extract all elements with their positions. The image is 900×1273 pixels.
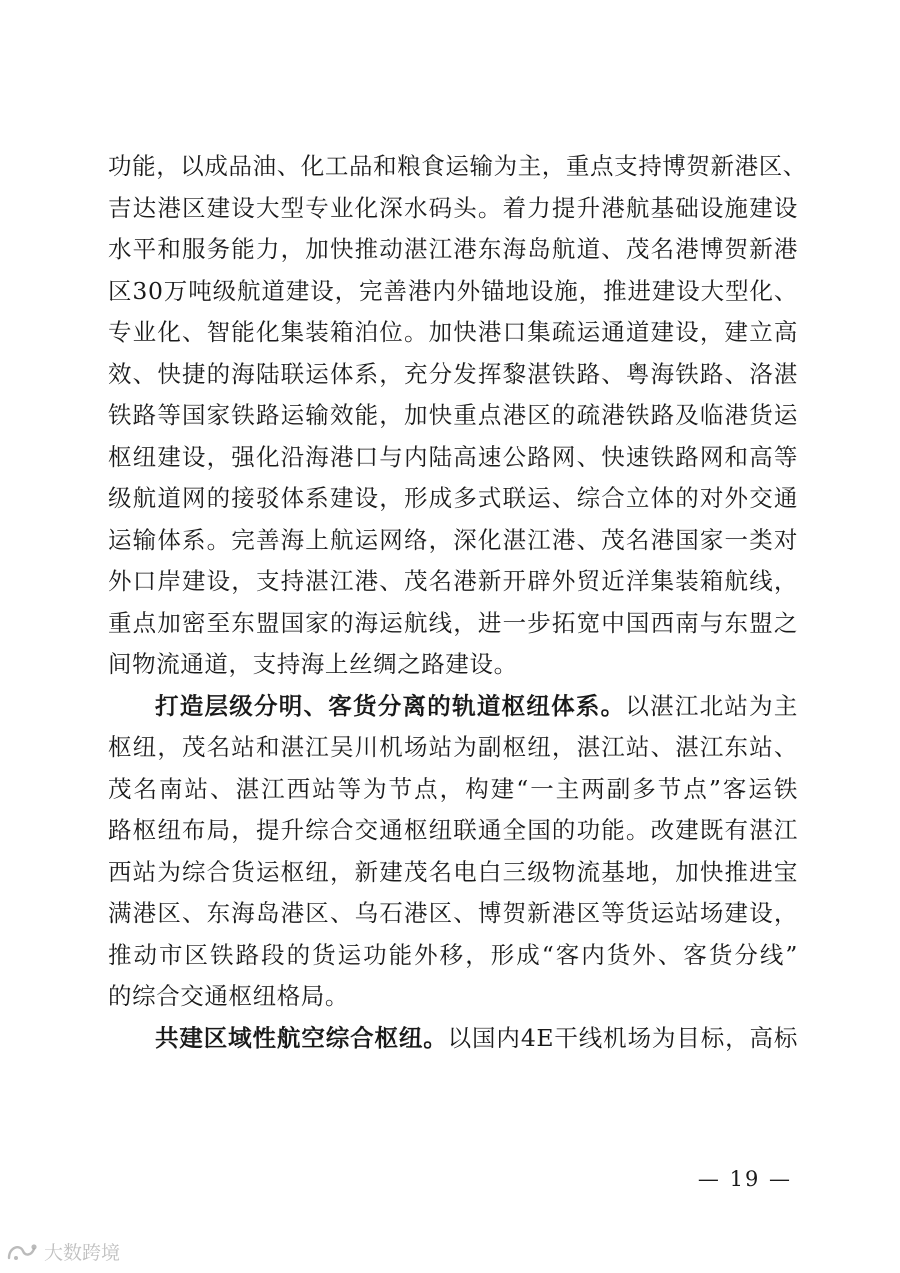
paragraph-heading: 打造层级分明、客货分离的轨道枢纽体系。	[155, 691, 626, 720]
text-line: 级航道网的接驳体系建设，形成多式联运、综合立体的对外交通	[108, 484, 798, 512]
text-line: 路枢纽布局，提升综合交通枢纽联通全国的功能。改建既有湛江	[108, 816, 798, 844]
text-line: 铁路等国家铁路运输效能，加快重点港区的疏港铁路及临港货运	[108, 401, 798, 429]
text-line: 满港区、东海岛港区、乌石港区、博贺新港区等货运站场建设，	[108, 899, 798, 927]
text-line	[108, 1018, 798, 1060]
text-line: 功能，以成品油、化工品和粮食运输为主，重点支持博贺新港区、	[108, 152, 807, 180]
text-line: 枢纽，茂名站和湛江吴川机场站为副枢纽，湛江站、湛江东站、	[108, 733, 798, 761]
text-line: 效、快捷的海陆联运体系，充分发挥黎湛铁路、粤海铁路、洛湛	[108, 359, 798, 388]
paragraph-ports	[108, 146, 807, 686]
heading-continuation: 以国内4E干线机场为目标，高标	[447, 1023, 798, 1052]
paragraph-air-hub	[108, 1018, 798, 1060]
text-line: 吉达港区建设大型专业化深水码头。着力提升港航基础设施建设	[108, 193, 798, 222]
text-line: 间物流通道，支持海上丝绸之路建设。	[108, 650, 518, 678]
text-line: 的综合交通枢纽格局。	[108, 982, 349, 1010]
page-number: — 19 —	[697, 1167, 792, 1191]
text-line: 水平和服务能力，加快推动湛江港东海岛航道、茂名港博贺新港	[108, 235, 798, 263]
text-line	[108, 686, 798, 728]
text-line: 区30万吨级航道建设，完善港内外锚地设施，推进建设大型化、	[108, 276, 798, 305]
paragraph-heading: 共建区域性航空综合枢纽。	[155, 1023, 448, 1052]
watermark-text: 大数跨境	[44, 1242, 121, 1264]
text-line: 茂名南站、湛江西站等为节点，构建“一主两副多节点”客运铁	[108, 774, 798, 803]
heading-continuation: 以湛江北站为主	[625, 691, 798, 720]
text-line: 运输体系。完善海上航运网络，深化湛江港、茂名港国家一类对	[108, 525, 798, 554]
text-line: 重点加密至东盟国家的海运航线，进一步拓宽中国西南与东盟之	[108, 608, 798, 637]
text-line: 外口岸建设，支持湛江港、茂名港新开辟外贸近洋集装箱航线，	[108, 567, 798, 595]
document-body	[108, 146, 807, 1059]
text-line: 推动市区铁路段的货运功能外移，形成“客内货外、客货分线”	[108, 940, 798, 969]
watermark	[6, 1238, 120, 1265]
text-line: 西站为综合货运枢纽，新建茂名电白三级物流基地，加快推进宝	[108, 857, 798, 886]
paragraph-rail-hub	[108, 686, 798, 1018]
text-line: 专业化、智能化集装箱泊位。加快港口集疏运通道建设，建立高	[108, 318, 798, 346]
text-line: 枢纽建设，强化沿海港口与内陆高速公路网、快速铁路网和高等	[108, 442, 798, 471]
logo-icon	[6, 1241, 40, 1263]
